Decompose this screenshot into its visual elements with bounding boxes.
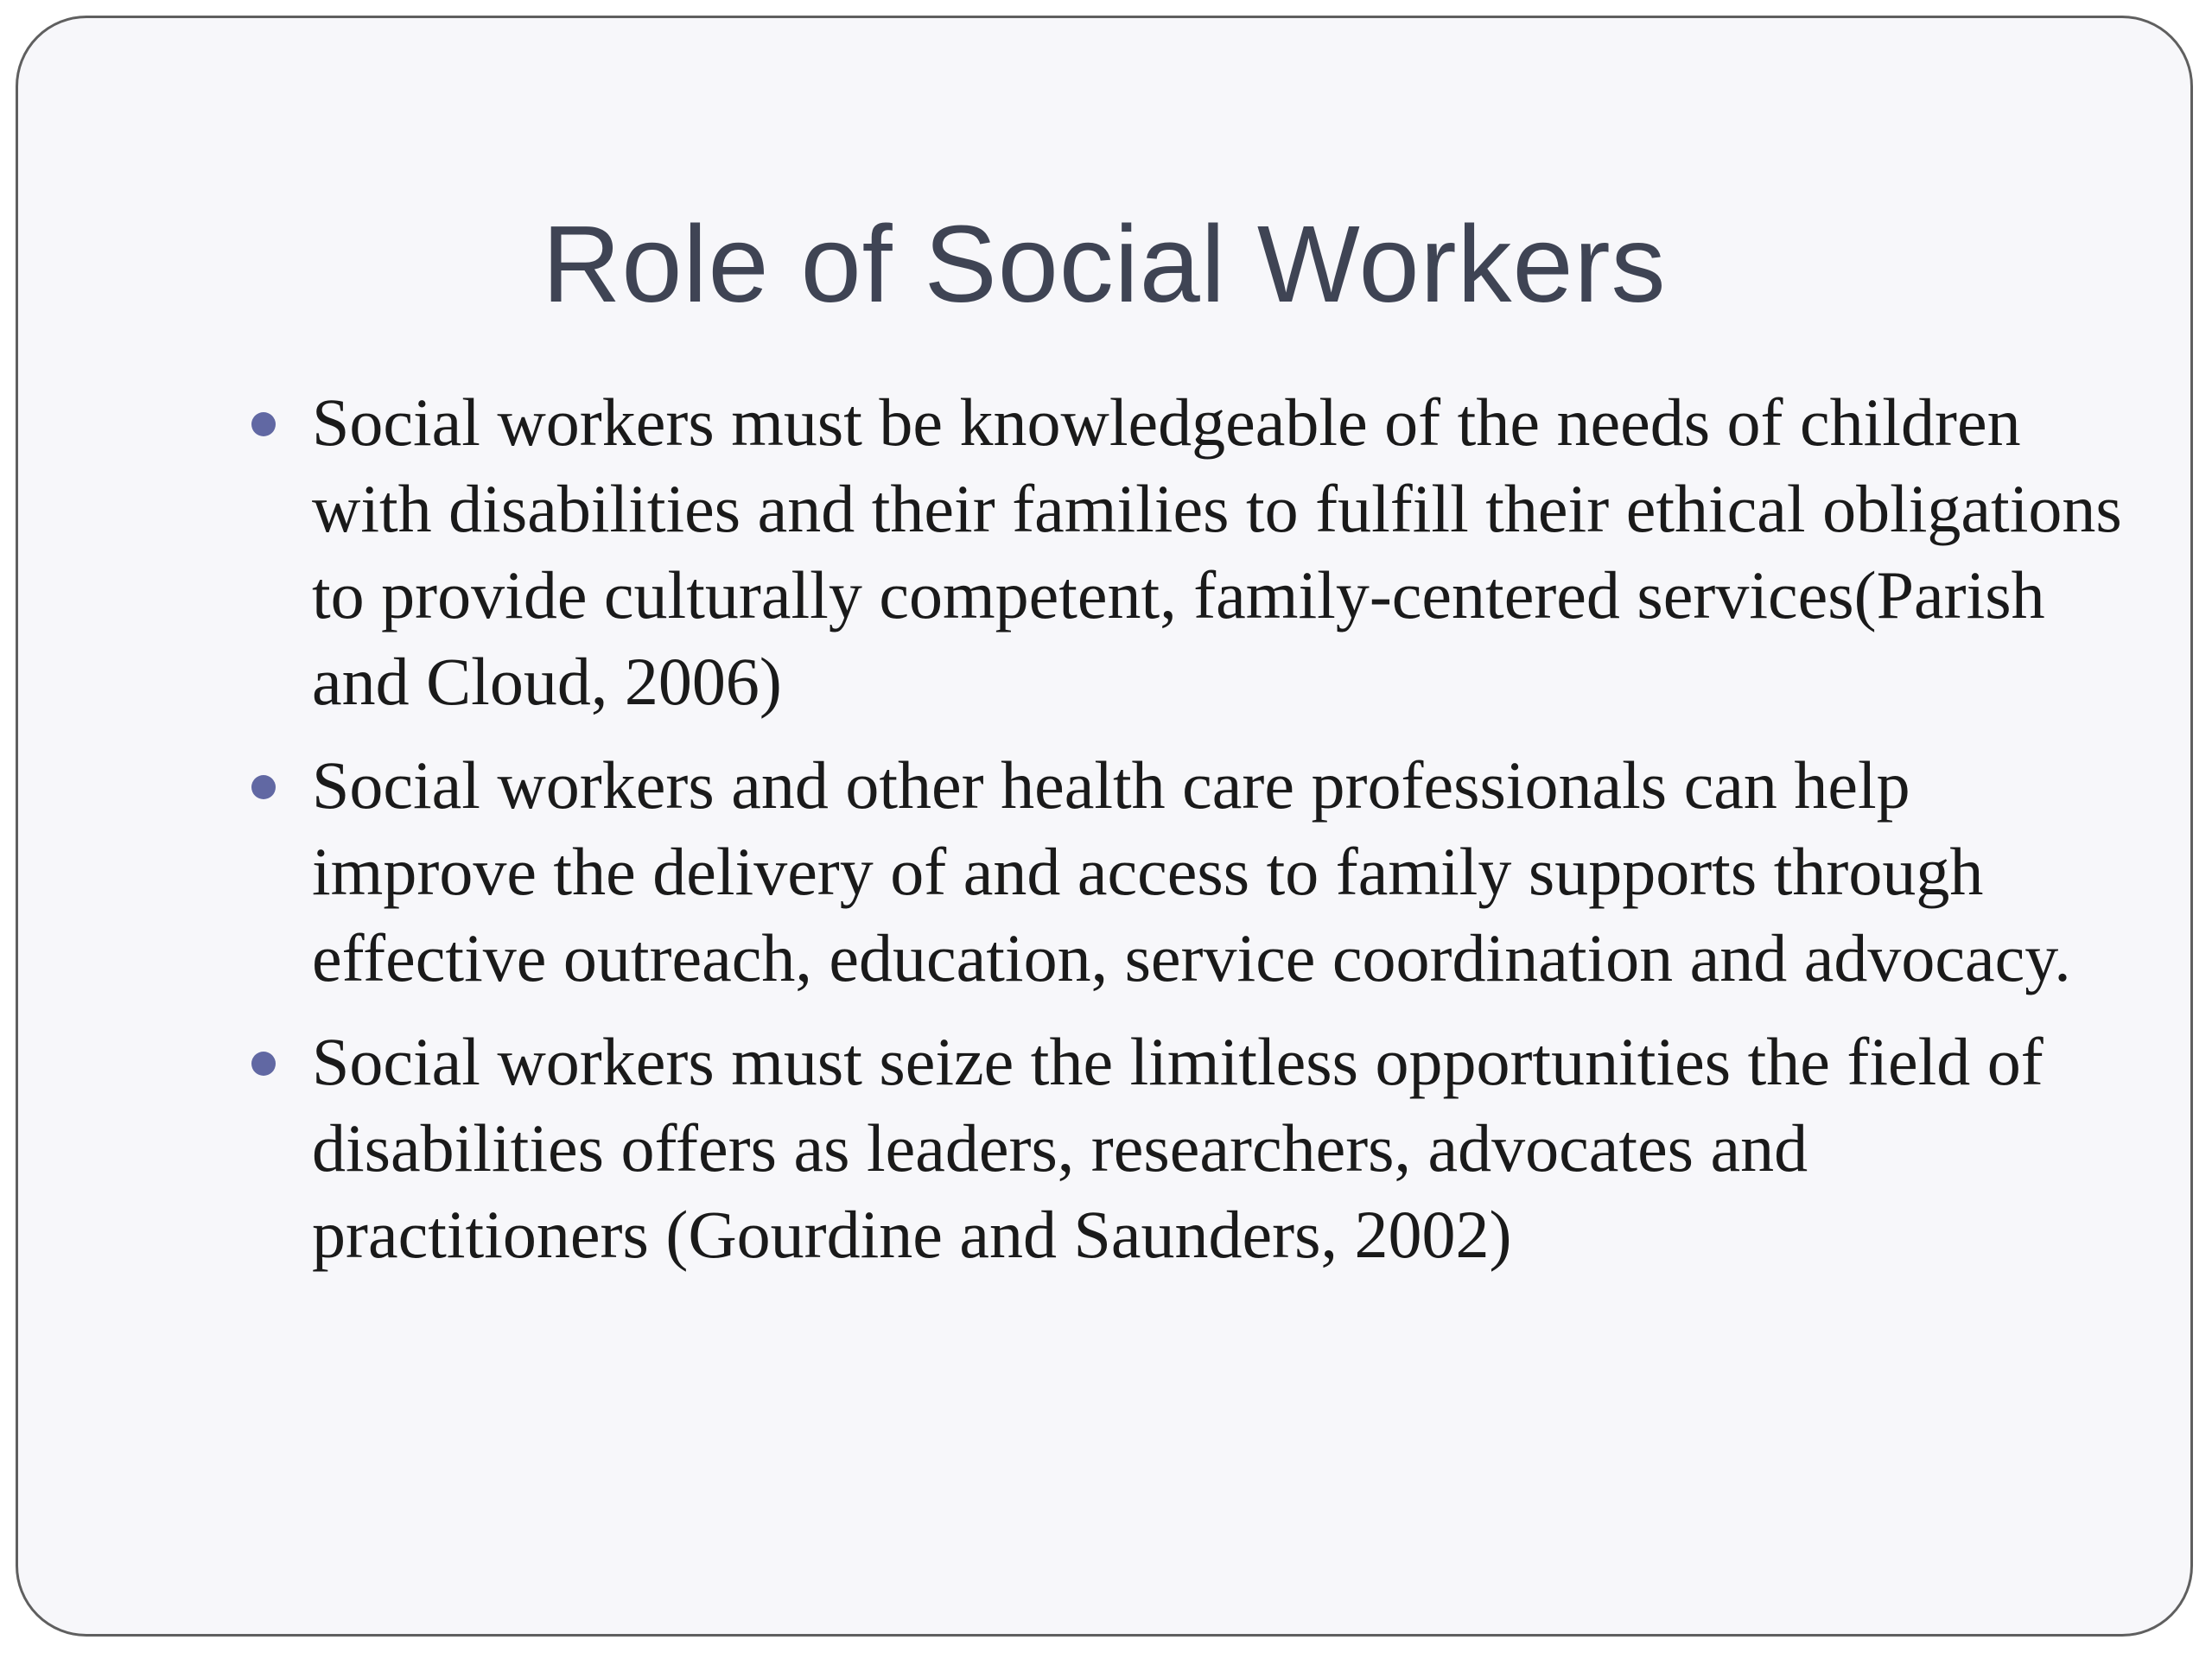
bullet-list: [312, 379, 2135, 1295]
bullet-dot-icon: [251, 412, 276, 436]
bullet-text: Social workers must seize the limitless opportunities the field of disabilities offers as leaders, researchers, advocates and practitioners (Gourdine and Saunders, 2002): [312, 1024, 2044, 1272]
bullet-item: [312, 1019, 2135, 1278]
bullet-item: [312, 379, 2135, 725]
bullet-dot-icon: [251, 1052, 276, 1076]
slide-frame: [16, 16, 2193, 1637]
slide-title: Role of Social Workers: [542, 203, 1667, 325]
bullet-dot-icon: [251, 775, 276, 799]
bullet-item: [312, 742, 2135, 1001]
bullet-text: Social workers must be knowledgeable of the needs of children with disabilities and their families to fulfill their ethical obligations to provide culturally competent, family-centered services(Parish and Cloud, 2006): [312, 385, 2122, 719]
bullet-text: Social workers and other health care professionals can help improve the delivery of and access to family supports through effective outreach, education, service coordination and advocacy.: [312, 747, 2071, 995]
